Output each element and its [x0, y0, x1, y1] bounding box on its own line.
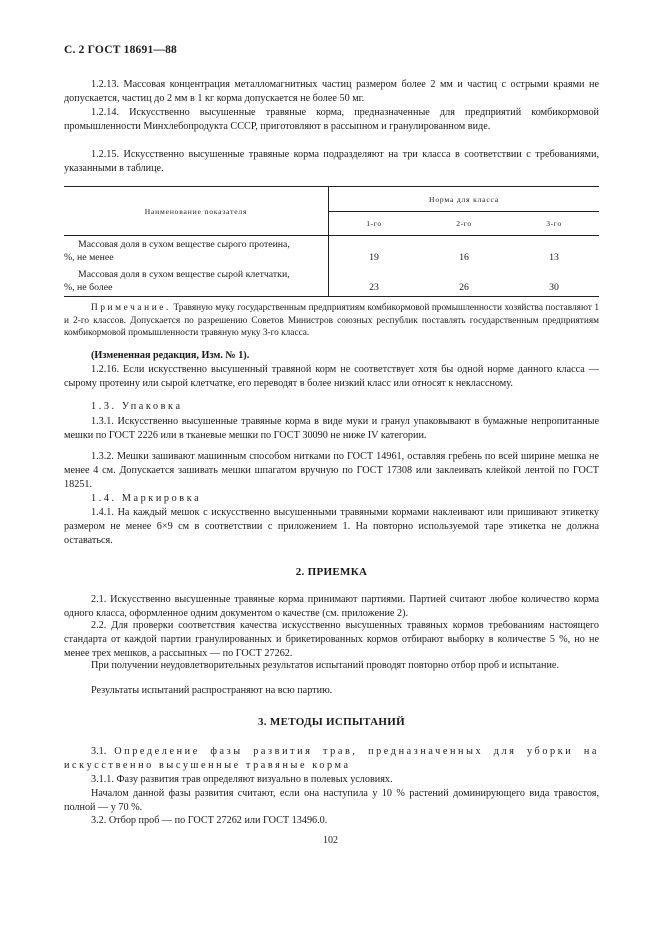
edit-note: (Измененная редакция, Изм. № 1).	[91, 350, 250, 361]
note-text: Травяную муку государственным предприятиям комбикормовой промышленности хозяйства поставляют 1 и 2-го классов. Допускается по разрешению Советов Министров союзных республик поставлять государственным предприятиям комбикормовой промышленности травяную муку 3-го класса.	[64, 303, 599, 339]
paragraph-1-3-2: 1.3.2. Мешки зашивают машинным способом нитками по ГОСТ 14961, оставляя гребень по всей ширине мешка не менее 4 см. Допускается зашивать мешки шпагатом вручную по ГОСТ 17308 или заклеивать клейкой лентой по ГОСТ 18251.	[64, 451, 599, 490]
table-row	[64, 236, 599, 267]
row-label-line1: Массовая доля в сухом веществе сырой клетчатки,	[78, 269, 290, 280]
row-label-line2: %, не более	[64, 282, 113, 293]
paragraph-1-2-14: 1.2.14. Искусственно высушенные травяные корма, предназначенные для предприятий комбикормовой промышленности Минхлебопродукта СССР, приготовляют в рассыпном и гранулированном виде.	[64, 107, 599, 132]
section-1-3-title: 1.3. Упаковка	[91, 401, 183, 412]
paragraph-3-2: 3.2. Отбор проб — по ГОСТ 27262 или ГОСТ 13496.0.	[91, 815, 328, 826]
paragraph-2-2-results: Результаты испытаний распространяют на всю партию.	[91, 685, 333, 696]
paragraph-3-1-1: 3.1.1. Фазу развития трав определяют визуально в полевых условиях.	[91, 774, 393, 785]
table-cell: 13	[549, 252, 559, 263]
paragraph-2-2: 2.2. Для проверки соответствия качества искусственно высушенных травяных кормов требованиям настоящего стандарта от каждой партии гранулированных и брикетированных кормов отбирают выборку в количестве 5 %, но не менее трех мешков, а рассыпных — по ГОСТ 27262.	[64, 620, 599, 659]
row-label-line2: %, не менее	[64, 252, 114, 263]
page-number: 102	[323, 835, 338, 846]
table-cell: 16	[459, 252, 469, 263]
section-2-heading: 2. ПРИЕМКА	[295, 566, 368, 578]
section-3-heading: 3. МЕТОДЫ ИСПЫТАНИЙ	[258, 716, 405, 728]
paragraph-3-1-1-start: Началом данной фазы развития считают, если она наступила у 10 % растений доминирующего вида травостоя, полной — у 70 %.	[64, 788, 599, 813]
table-row-label	[64, 236, 329, 267]
paragraph-1-4-1: 1.4.1. На каждый мешок с искусственно высушенными травяными кормами наклеивают или пришивают этикетку размером не менее 6×9 см в соответствии с приложением 1. На повторно используемой таре этикетка не должна оставаться.	[64, 507, 599, 546]
table-cell: 26	[419, 266, 509, 297]
table-header-class-2: 2-го	[419, 212, 509, 236]
section-3-1-text: Определение фазы развития трав, предназначенных для уборки на искусственно высушенные травяные корма	[64, 746, 600, 771]
table-header-norm: Норма для класса	[329, 187, 600, 212]
table-note	[64, 302, 599, 340]
paragraph-1-2-16: 1.2.16. Если искусственно высушенный травяной корм не соответствует хотя бы одной норме данного класса — сырому протеину или сырой клетчатке, его переводят в более низкий класс или относят к неклассному.	[64, 364, 599, 389]
table-row	[64, 266, 599, 297]
table-cell: 23	[329, 266, 420, 297]
table-cell: 30	[509, 266, 599, 297]
table-header-class-3: 3-го	[509, 212, 599, 236]
paragraph-1-3-1: 1.3.1. Искусственно высушенные травяные корма в виде муки и гранул упаковывают в бумажные непропитанные мешки по ГОСТ 2226 или в тканевые мешки по ГОСТ 30090 не ниже IV категории.	[64, 416, 599, 441]
class-norms-table	[64, 186, 599, 297]
paragraph-1-2-13: 1.2.13. Массовая концентрация металломагнитных частиц размером более 2 мм и частиц с острыми краями не допускается, частиц до 2 мм в 1 кг корма допускается не более 50 мг.	[64, 79, 599, 104]
section-3-1-number: 3.1.	[91, 746, 107, 757]
paragraph-2-2-retest: При получении неудовлетворительных результатов испытаний проводят повторно отбор проб и испытание.	[91, 660, 559, 671]
section-3-1-title	[64, 745, 599, 773]
note-label: Примечание.	[91, 303, 171, 313]
table-cell: 19	[369, 252, 379, 263]
table-header-indicator: Наименование показателя	[64, 187, 329, 236]
paragraph-2-1: 2.1. Искусственно высушенные травяные корма принимают партиями. Партией считают любое количество корма одного класса, оформленное одним документом о качестве (см. приложение 2).	[64, 594, 599, 619]
row-label-line1: Массовая доля в сухом веществе сырого протеина,	[78, 239, 290, 250]
paragraph-1-2-15: 1.2.15. Искусственно высушенные травяные корма подразделяют на три класса в соответствии с требованиями, указанными в таблице.	[64, 149, 599, 174]
section-1-4-title: 1.4. Маркировка	[91, 493, 202, 504]
table-header-class-1: 1-го	[329, 212, 420, 236]
page-header: С. 2 ГОСТ 18691—88	[64, 44, 177, 56]
table-row-label	[64, 266, 329, 297]
